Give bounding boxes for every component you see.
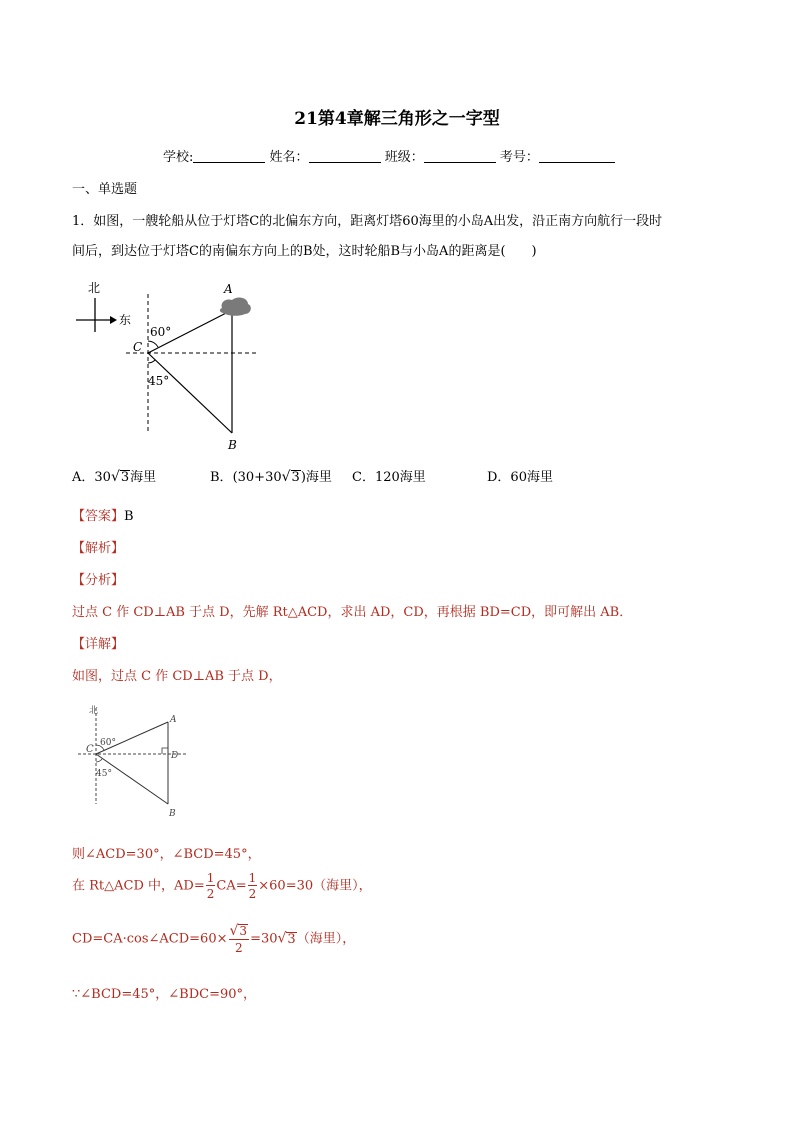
equation-line-3: CD=CA·cos∠ACD=60× $\frac{√3}{2}$ =30√3（海里）， [72, 923, 356, 956]
name-label: 姓名： [269, 150, 309, 165]
question-figure [70, 276, 270, 456]
east-label: 东 [119, 313, 132, 327]
solution-figure [76, 700, 196, 820]
number-label: 考号： [499, 150, 539, 165]
point-c-label: C [133, 340, 143, 354]
point-a-label: A [224, 282, 233, 296]
option-b: B．(30+30√3)海里 [210, 469, 332, 485]
answer-tag: 【答案】 [72, 509, 125, 524]
option-c: C．120海里 [352, 470, 426, 485]
option-d: D．60海里 [487, 470, 553, 485]
point-d-label: D [171, 751, 179, 761]
angle-arc-60 [148, 341, 158, 347]
page-title: 21第4章解三角形之一字型 [294, 109, 500, 129]
equation-line-4: ∵∠BCD=45°，∠BDC=90°， [72, 987, 257, 1002]
island-icon [220, 297, 251, 315]
angle-60-label: 60° [150, 325, 172, 339]
name-blank [309, 150, 381, 163]
angle-45-label: 45° [148, 374, 170, 388]
angle-45-label: 45° [96, 769, 112, 779]
fraction-root3-over-2: $\frac{√3}{2}$ [229, 923, 248, 956]
class-label: 班级： [384, 150, 424, 165]
point-c-label: C [86, 744, 94, 755]
compass-arrow-icon [110, 316, 117, 324]
question-line-2: 间后，到达位于灯塔C的南偏东方向上的B处，这时轮船B与小岛A的距离是( ) [72, 244, 537, 259]
analysis-text: 过点 C 作 CD⊥AB 于点 D，先解 Rt△ACD，求出 AD，CD，再根据 BD=CD，即可解出 AB． [72, 605, 633, 620]
option-a: A．30√3海里 [72, 469, 157, 485]
number-blank [539, 150, 615, 163]
student-info-line [163, 146, 615, 165]
segment-cb [148, 353, 232, 433]
north-label: 北 [88, 281, 101, 295]
equation-line-1: 则∠ACD=30°，∠BCD=45°， [72, 847, 261, 862]
angle-60-label: 60° [100, 738, 116, 748]
section-heading: 一、单选题 [72, 182, 138, 197]
fenxi-tag: 【分析】 [72, 573, 125, 588]
point-a-label: A [170, 715, 177, 725]
detail-line-1: 如图，过点 C 作 CD⊥AB 于点 D， [72, 669, 282, 684]
equation-line-2: 在 Rt△ACD 中，AD= $\frac{1}{2}$ CA= $\frac{1}{2}$ ×60=30（海里）， [72, 871, 372, 901]
school-label: 学校: [163, 150, 194, 165]
question-line-1: 1．如图，一艘轮船从位于灯塔C的北偏东方向，距离灯塔60海里的小岛A出发，沿正南方向航行一段时 [72, 214, 663, 229]
jiexi-tag: 【解析】 [72, 541, 125, 556]
angle-arc-45 [148, 360, 155, 363]
point-b-label: B [228, 438, 237, 452]
fraction-half: $\frac{1}{2}$ [248, 871, 257, 901]
answer-row [72, 505, 134, 524]
answer-value: B [124, 509, 134, 524]
xiangjie-tag: 【详解】 [72, 637, 125, 652]
angle-arc-45 [96, 759, 102, 762]
fraction-half: $\frac{1}{2}$ [206, 871, 215, 901]
north-label: 北 [89, 706, 99, 716]
school-blank [193, 150, 265, 163]
options-row [72, 466, 732, 488]
point-b-label: B [169, 809, 176, 819]
segment-cb [96, 754, 168, 804]
class-blank [424, 150, 496, 163]
right-angle-mark [162, 748, 168, 754]
